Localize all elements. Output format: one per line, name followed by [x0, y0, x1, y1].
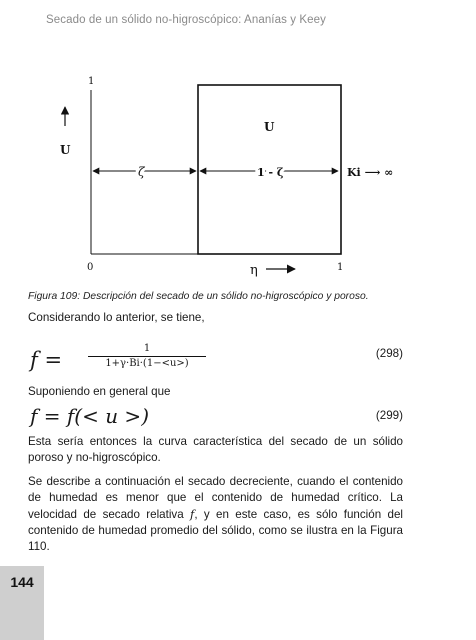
figure-caption: Figura 109: Descripción del secado de un sólido no-higroscópico y poroso. [28, 291, 369, 302]
label-U-right: U [264, 120, 275, 134]
label-top-one: 1 [88, 76, 95, 87]
equation-299: f = f(< u >) [30, 404, 149, 428]
intro-text: Considerando lo anterior, se tiene, [28, 311, 205, 324]
page-number-tab [0, 566, 44, 640]
running-header: Secado de un sólido no-higroscópico: Ananías y Keey [46, 14, 327, 26]
label-eta: η [250, 263, 258, 278]
suppose-text: Suponiendo en general que [28, 385, 171, 398]
eq298-lhs: f = [30, 348, 63, 372]
label-one-minus-zeta: 1 - ζ [257, 166, 284, 179]
drying-diagram [44, 68, 394, 283]
fraction-bar [88, 356, 206, 357]
page-number: 144 [10, 574, 34, 590]
label-Ki: Ki ⟶ ∞ [347, 166, 394, 179]
label-origin: 0 [87, 262, 94, 273]
eq298-numerator: 1 [143, 343, 151, 354]
relative-rate-symbol: f [190, 507, 195, 521]
paragraph-decreasing-rate-b: , y en este caso, es sólo función del contenido de humedad promedio del sólido, como se ilustra en la Figura 110. [28, 508, 403, 553]
paragraph-curve: Esta sería entonces la curva característica del secado de un sólido poroso y no-higroscópico. [28, 435, 403, 464]
paragraph-decreasing-rate [28, 474, 403, 555]
paragraph-decreasing-rate-a: Se describe a continuación el secado decreciente, cuando el contenido de humedad es menor que el contenido de humedad crítico. La velocidad de secado relativa [28, 475, 403, 521]
label-x-one: 1 [337, 262, 344, 273]
equation-298-number: (298) [375, 347, 403, 360]
label-U-left: U [60, 143, 71, 157]
eq298-denominator: 1+γ·Bi·(1−<u>) [105, 358, 189, 369]
equation-299-number: (299) [375, 409, 403, 422]
label-zeta: ζ [138, 165, 145, 179]
